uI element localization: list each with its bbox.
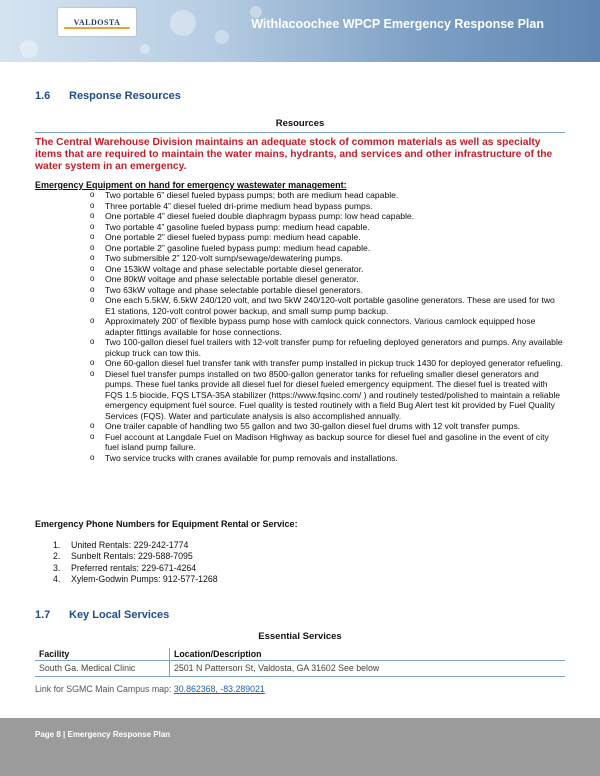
equipment-heading: Emergency Equipment on hand for emergency wastewater management: — [35, 180, 347, 190]
list-item — [35, 274, 565, 285]
resources-intro: The Central Warehouse Division maintains an adequate stock of common materials as well as specialty items that are required to maintain the water mains, hydrants, and services and other infrastructure of the water system in an emergency. — [35, 137, 553, 173]
header-decoration — [170, 10, 196, 36]
list-item — [35, 574, 218, 585]
section-title: Response Resources — [69, 90, 181, 102]
essential-services-table — [35, 648, 565, 677]
bullet-marker: o — [90, 221, 95, 231]
bullet-marker: o — [90, 316, 95, 325]
list-item — [35, 421, 565, 432]
column-header-facility: Facility — [35, 648, 170, 661]
list-item-text: One 153kW voltage and phase selectable portable diesel generator. — [105, 263, 364, 274]
section-number: 1.6 — [35, 90, 51, 102]
section-title: Key Local Services — [69, 609, 170, 621]
map-link-line — [35, 684, 265, 694]
list-item-text: Two 100-gallon diesel fuel trailers with 12-volt transfer pump for refueling deployed generators and pumps. Any available pickup truck can tow this. — [105, 337, 563, 358]
bullet-marker: o — [90, 431, 95, 441]
bullet-marker: o — [90, 242, 95, 252]
list-item-text: Fuel account at Langdale Fuel on Madison Highway as backup source for diesel fuel and gasoline in the event of city fuel island pump failure. — [105, 431, 549, 452]
page-footer — [0, 718, 600, 776]
phone-entry: Sunbelt Rentals: 229-588-7095 — [71, 551, 193, 562]
bullet-marker: o — [90, 274, 95, 283]
list-number: 2. — [53, 551, 61, 562]
section-heading-1-7 — [35, 609, 169, 621]
header-title: Withlacoochee WPCP Emergency Response Plan — [251, 17, 544, 31]
list-item — [35, 211, 565, 222]
list-item — [35, 201, 565, 212]
section-heading-1-6 — [35, 90, 181, 102]
list-item-text: One trailer capable of handling two 55 gallon and two 30-gallon diesel fuel drums with 12 volt transfer pumps. — [105, 421, 521, 431]
list-item — [35, 551, 218, 562]
phone-entry: United Rentals: 229-242-1774 — [71, 540, 189, 550]
table-header-row — [35, 648, 565, 661]
section-number: 1.7 — [35, 609, 51, 621]
location-cell: 2501 N Patterson St, Valdosta, GA 31602 See below — [170, 661, 566, 677]
list-item — [35, 285, 565, 296]
bullet-marker: o — [90, 190, 95, 199]
bullet-marker: o — [90, 368, 95, 378]
list-item-text: Three portable 4” diesel fueled dri-prime medium head bypass pumps. — [105, 200, 373, 211]
phone-entry: Xylem-Godwin Pumps: 912-577-1268 — [71, 573, 218, 584]
footer-text: Page 8 | Emergency Response Plan — [35, 730, 171, 739]
list-number: 1. — [53, 540, 61, 550]
list-item-text: One 60-gallon diesel fuel transfer tank with transfer pump installed in pickup truck 1430 for deployed generator refueling. — [105, 358, 563, 368]
list-item — [35, 316, 565, 337]
facility-cell: South Ga. Medical Clinic — [35, 661, 170, 677]
list-item — [35, 243, 565, 254]
bullet-marker: o — [90, 253, 95, 262]
equipment-list — [35, 190, 565, 463]
bullet-marker: o — [90, 452, 95, 462]
list-item-text: Two portable 6” diesel fueled bypass pumps; both are medium head capable. — [105, 190, 399, 200]
page-header — [0, 0, 600, 62]
phone-entry: Preferred rentals: 229-671-4264 — [71, 562, 197, 573]
map-link-label: Link for SGMC Main Campus map: — [35, 684, 174, 694]
resources-table-title: Resources — [275, 118, 325, 129]
phone-list — [35, 540, 218, 585]
valdosta-logo — [58, 8, 136, 36]
phone-heading: Emergency Phone Numbers for Equipment Rental or Service: — [35, 519, 298, 529]
list-item — [35, 540, 218, 551]
list-number: 4. — [53, 573, 61, 584]
bullet-marker: o — [90, 421, 95, 430]
column-header-location: Location/Description — [170, 648, 566, 661]
list-item-text: One each 5.5kW, 6.5kW 240/120 volt, and two 5kW 240/120-volt portable gasoline generators. These are used for two E1 stations, 120-volt control power backup, and small sump pump backup. — [105, 295, 555, 316]
logo-text: VALDOSTA — [73, 17, 121, 27]
bullet-marker: o — [90, 211, 95, 220]
header-decoration — [140, 44, 150, 54]
bullet-marker: o — [90, 200, 95, 210]
table-row — [35, 661, 565, 677]
list-number: 3. — [53, 562, 61, 573]
list-item-text: One portable 2” diesel fueled bypass pump: medium head capable. — [105, 232, 361, 242]
list-item-text: Two service trucks with cranes available for pump removals and installations. — [105, 452, 398, 463]
list-item — [35, 222, 565, 233]
list-item — [35, 369, 565, 422]
list-item — [35, 563, 218, 574]
bullet-marker: o — [90, 337, 95, 346]
bullet-marker: o — [90, 263, 95, 273]
header-decoration — [215, 30, 229, 44]
list-item-text: Two 63kW voltage and phase selectable portable diesel generators. — [105, 284, 363, 295]
list-item-text: Two portable 4” gasoline fueled bypass pump: medium head capable. — [105, 221, 370, 232]
essential-services-title: Essential Services — [258, 631, 342, 642]
list-item — [35, 264, 565, 275]
list-item — [35, 358, 565, 369]
list-item-text: One 80kW voltage and phase selectable portable diesel generator. — [105, 274, 359, 284]
bullet-marker: o — [90, 284, 95, 294]
list-item-text: Two submersible 2” 120-volt sump/sewage/dewatering pumps. — [105, 253, 343, 263]
list-item — [35, 295, 565, 316]
list-item-text: One portable 2” gasoline fueled bypass pump: medium head capable. — [105, 242, 371, 253]
bullet-marker: o — [90, 358, 95, 367]
logo-swoosh — [64, 27, 130, 29]
bullet-marker: o — [90, 295, 95, 304]
list-item — [35, 190, 565, 201]
list-item-text: Diesel fuel transfer pumps installed on two 8500-gallon generator tanks for refueling smaller diesel generators and pumps. These fuel tanks provide all diesel fuel for diesel fueled emergency equipment. The diesel fuel is treated with FQS 1.5 biocide, FQS LTSA-35A stabilizer (https://www.fqsinc.com/ ) and routinely tested/polished to maintain a reliable emergency equipment fuel source. Fuel quality is tested routinely with a field Bug Alert test kit provided by Fuel Quality Services (FQS). Water and particulate analysis is also accomplished annually. — [105, 368, 561, 421]
list-item-text: Approximately 200’ of flexible bypass pump hose with camlock quick connectors. Various camlock equipped hose adapter fittings available for hose connections. — [105, 316, 536, 337]
resources-table-rule — [35, 132, 565, 133]
header-decoration — [20, 40, 38, 58]
list-item — [35, 232, 565, 243]
list-item — [35, 432, 565, 453]
bullet-marker: o — [90, 232, 95, 241]
map-coordinates-link[interactable]: 30.862368, -83.289021 — [173, 684, 265, 694]
list-item-text: One portable 4” diesel fueled double diaphragm bypass pump: low head capable. — [105, 211, 415, 221]
list-item — [35, 253, 565, 264]
list-item — [35, 453, 565, 464]
list-item — [35, 337, 565, 358]
